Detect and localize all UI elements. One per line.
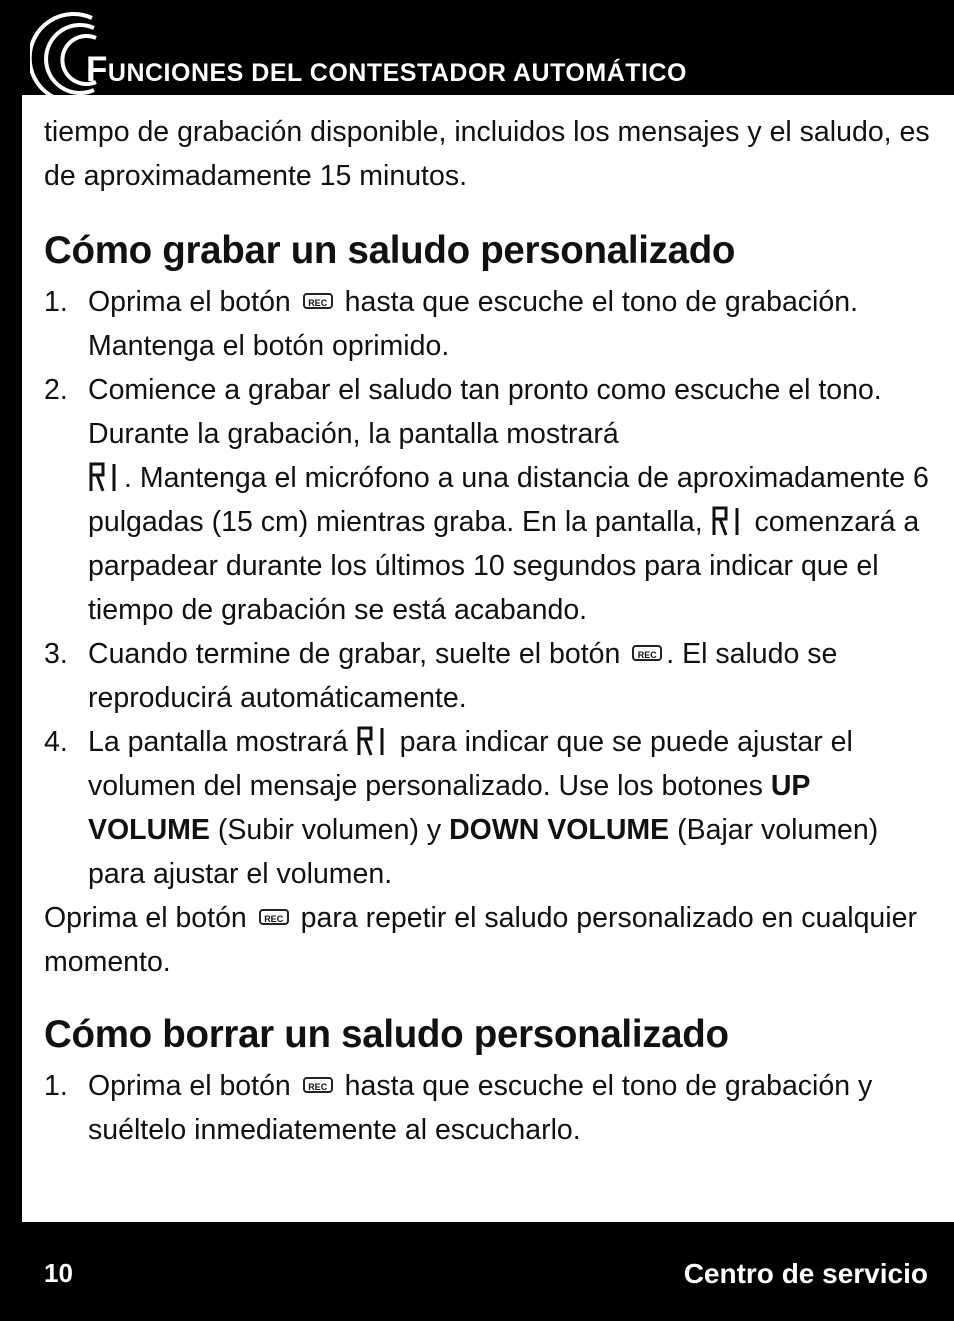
page-number: 10: [44, 1258, 73, 1288]
list-item: 4. La pantalla mostrará para indicar que se puede ajustar el volumen del mensaje personalizado. Use los botones UP VOLUME (Subir volumen) y DOWN VOLUME (Bajar volumen) para ajustar el volumen.: [44, 720, 934, 896]
lcd-a1-icon: [88, 459, 122, 493]
list-item: 3. Cuando termine de grabar, suelte el botón REC . El saludo se reproducirá automáticamente.: [44, 638, 838, 714]
rec-button-icon: REC: [259, 909, 289, 925]
after-list-paragraph: Oprima el botón REC para repetir el saludo personalizado en cualquier momento.: [44, 902, 917, 978]
header-title: FUNCIONES DEL CONTESTADOR AUTOMÁTICO: [86, 50, 687, 89]
section-heading-record: Cómo grabar un saludo personalizado: [44, 229, 736, 272]
rec-button-icon: REC: [303, 293, 333, 309]
section-heading-delete: Cómo borrar un saludo personalizado: [44, 1013, 729, 1056]
list-item: 1. Oprima el botón REC hasta que escuche el tono de grabación y suéltelo inmediatemente al escucharlo.: [44, 1070, 873, 1146]
footer-section-title: Centro de servicio: [683, 1258, 928, 1289]
rec-button-icon: REC: [303, 1077, 333, 1093]
list-item: 2. Comience a grabar el saludo tan pronto como escuche el tono. Durante la grabación, la pantalla mostrará . Mantenga el micrófono a una distancia de aproximadamente 6 pulgadas (15 cm) mientras graba. En la pantalla, comenzará a parpadear durante los últimos 10 segundos para indicar que el tiempo de grabación se está acabando.: [44, 374, 929, 626]
intro-paragraph: tiempo de grabación disponible, incluidos los mensajes y el saludo, es de aproximadamente 15 minutos.: [44, 116, 930, 192]
list-item: 1. Oprima el botón REC hasta que escuche el tono de grabación. Mantenga el botón oprimido.: [44, 286, 859, 362]
page-header: [0, 0, 954, 95]
page-footer: [0, 1222, 954, 1321]
lcd-a1-icon: [356, 723, 390, 757]
rec-button-icon: REC: [632, 645, 662, 661]
lcd-a1-icon: [711, 503, 745, 537]
page-body: [22, 95, 954, 1222]
